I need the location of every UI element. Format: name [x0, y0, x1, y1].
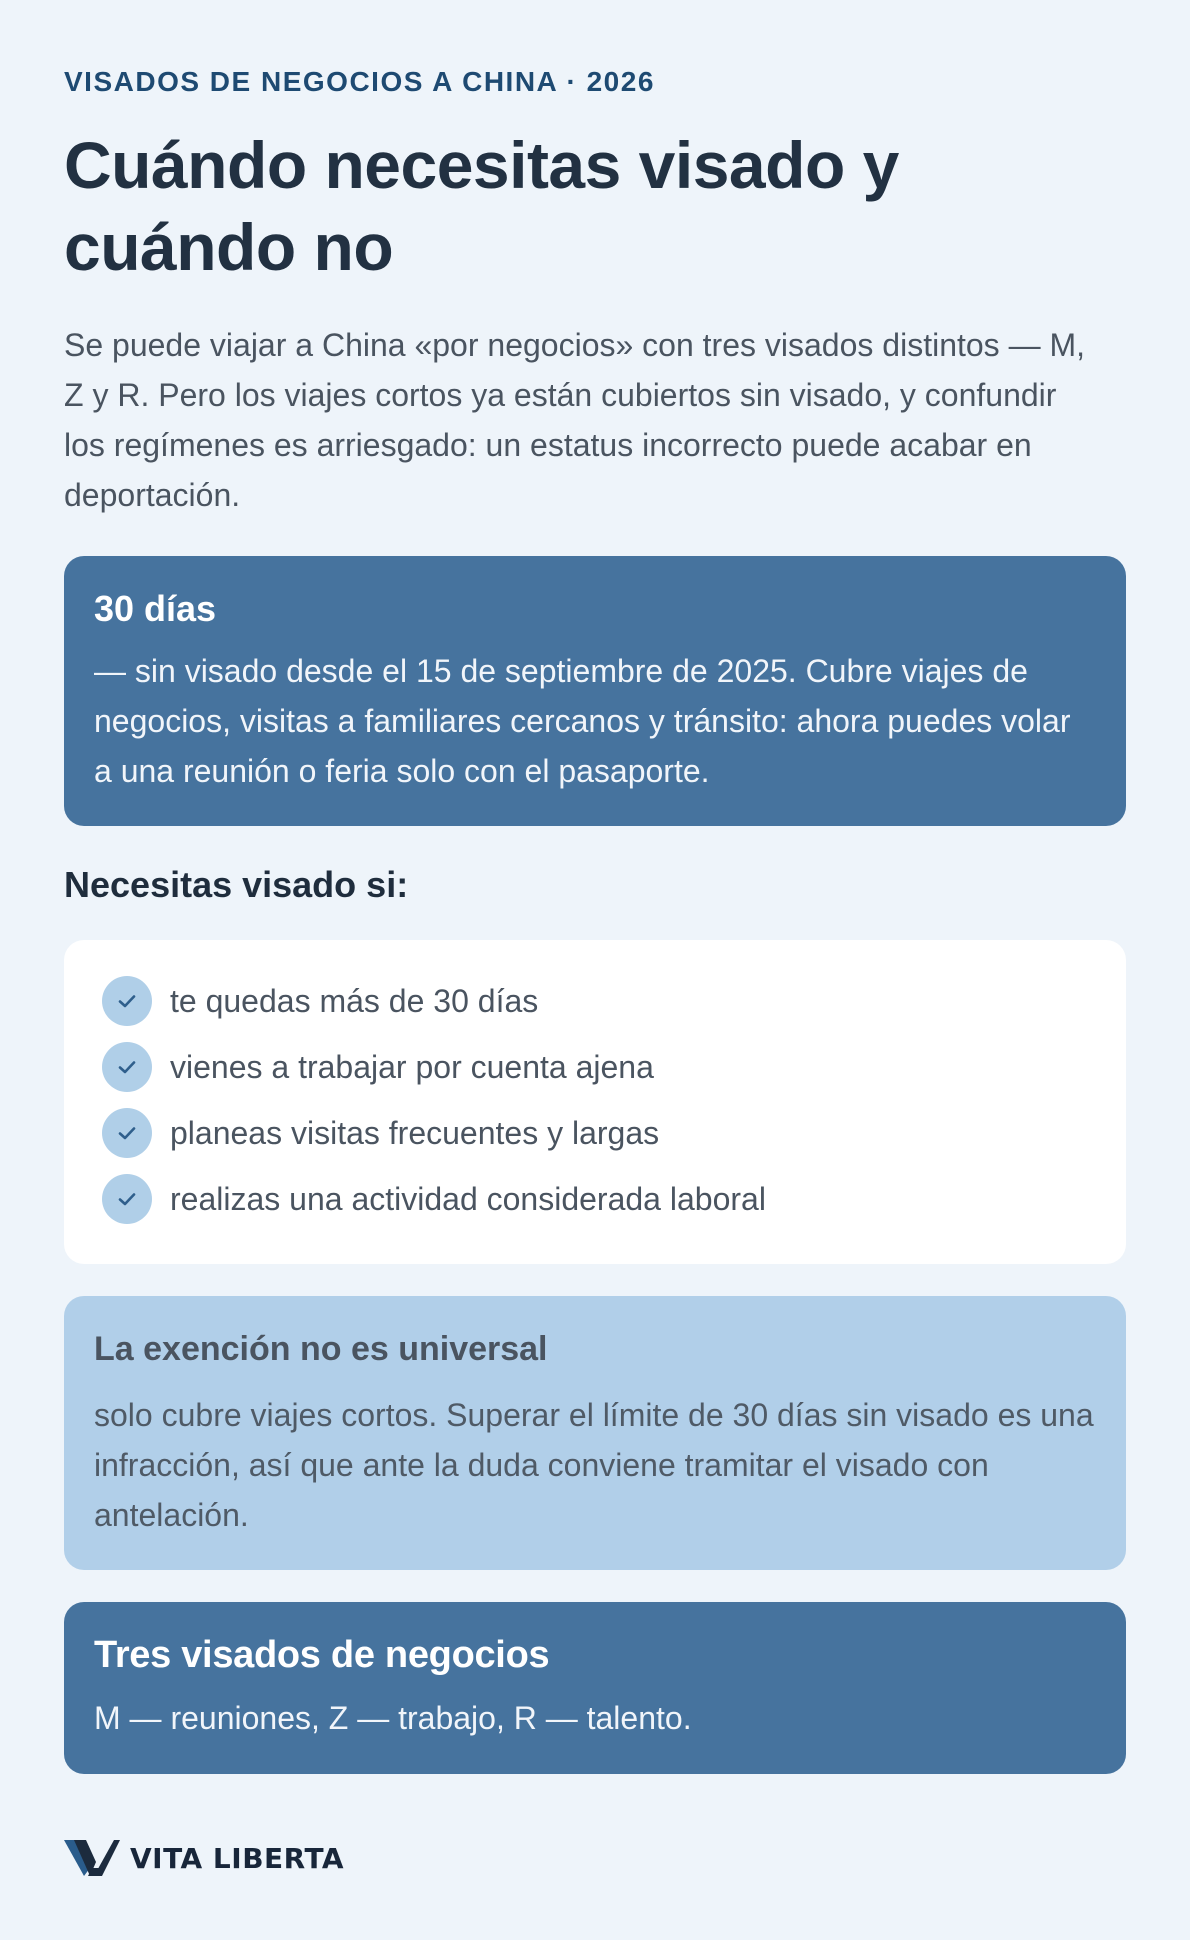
need-visa-title: Necesitas visado si: [64, 864, 409, 905]
visa-free-card-body: — sin visado desde el 15 de septiembre de 2025. Cubre viajes de negocios, visitas a familiares cercanos y tránsito: ahora puedes volar a una reunión o feria solo con el pasaporte. [94, 653, 1071, 789]
warning-card [64, 1296, 1126, 1570]
warning-card-body: solo cubre viajes cortos. Superar el límite de 30 días sin visado es una infracción, así que ante la duda conviene tramitar el visado con antelación. [94, 1397, 1094, 1533]
warning-card-title: La exención no es universal [94, 1330, 548, 1368]
eyebrow-label: VISADOS DE NEGOCIOS A CHINA · 2026 [64, 66, 655, 97]
visa-types-card-body: M — reuniones, Z — trabajo, R — talento. [94, 1700, 692, 1736]
page-title: Cuándo necesitas visado y cuándo no [64, 128, 899, 284]
list-item [102, 1034, 1088, 1100]
brand-name: VITA LIBERTA [130, 1841, 345, 1875]
visa-free-card-title: 30 días [94, 588, 217, 629]
list-item-text: vienes a trabajar por cuenta ajena [170, 1049, 654, 1085]
list-item [102, 968, 1088, 1034]
check-icon [102, 1108, 152, 1158]
visa-free-card [64, 556, 1126, 826]
brand-footer [64, 1836, 344, 1880]
list-item-text: planeas visitas frecuentes y largas [170, 1115, 660, 1151]
check-icon [102, 976, 152, 1026]
check-icon [102, 1042, 152, 1092]
list-item-text: realizas una actividad considerada laboral [170, 1181, 766, 1217]
check-icon [102, 1174, 152, 1224]
visa-types-card-title: Tres visados de negocios [94, 1634, 550, 1676]
vita-liberta-logo-icon [64, 1838, 120, 1878]
intro-paragraph: Se puede viajar a China «por negocios» con tres visados distintos — M, Z y R. Pero los viajes cortos ya están cubiertos sin visado, y confundir los regímenes es arriesgado: un estatus incorrecto puede acabar en deportación. [64, 327, 1085, 513]
list-item-text: te quedas más de 30 días [170, 983, 539, 1019]
list-item [102, 1100, 1088, 1166]
list-item [102, 1166, 1088, 1232]
need-visa-list [64, 940, 1126, 1264]
visa-types-card [64, 1602, 1126, 1774]
